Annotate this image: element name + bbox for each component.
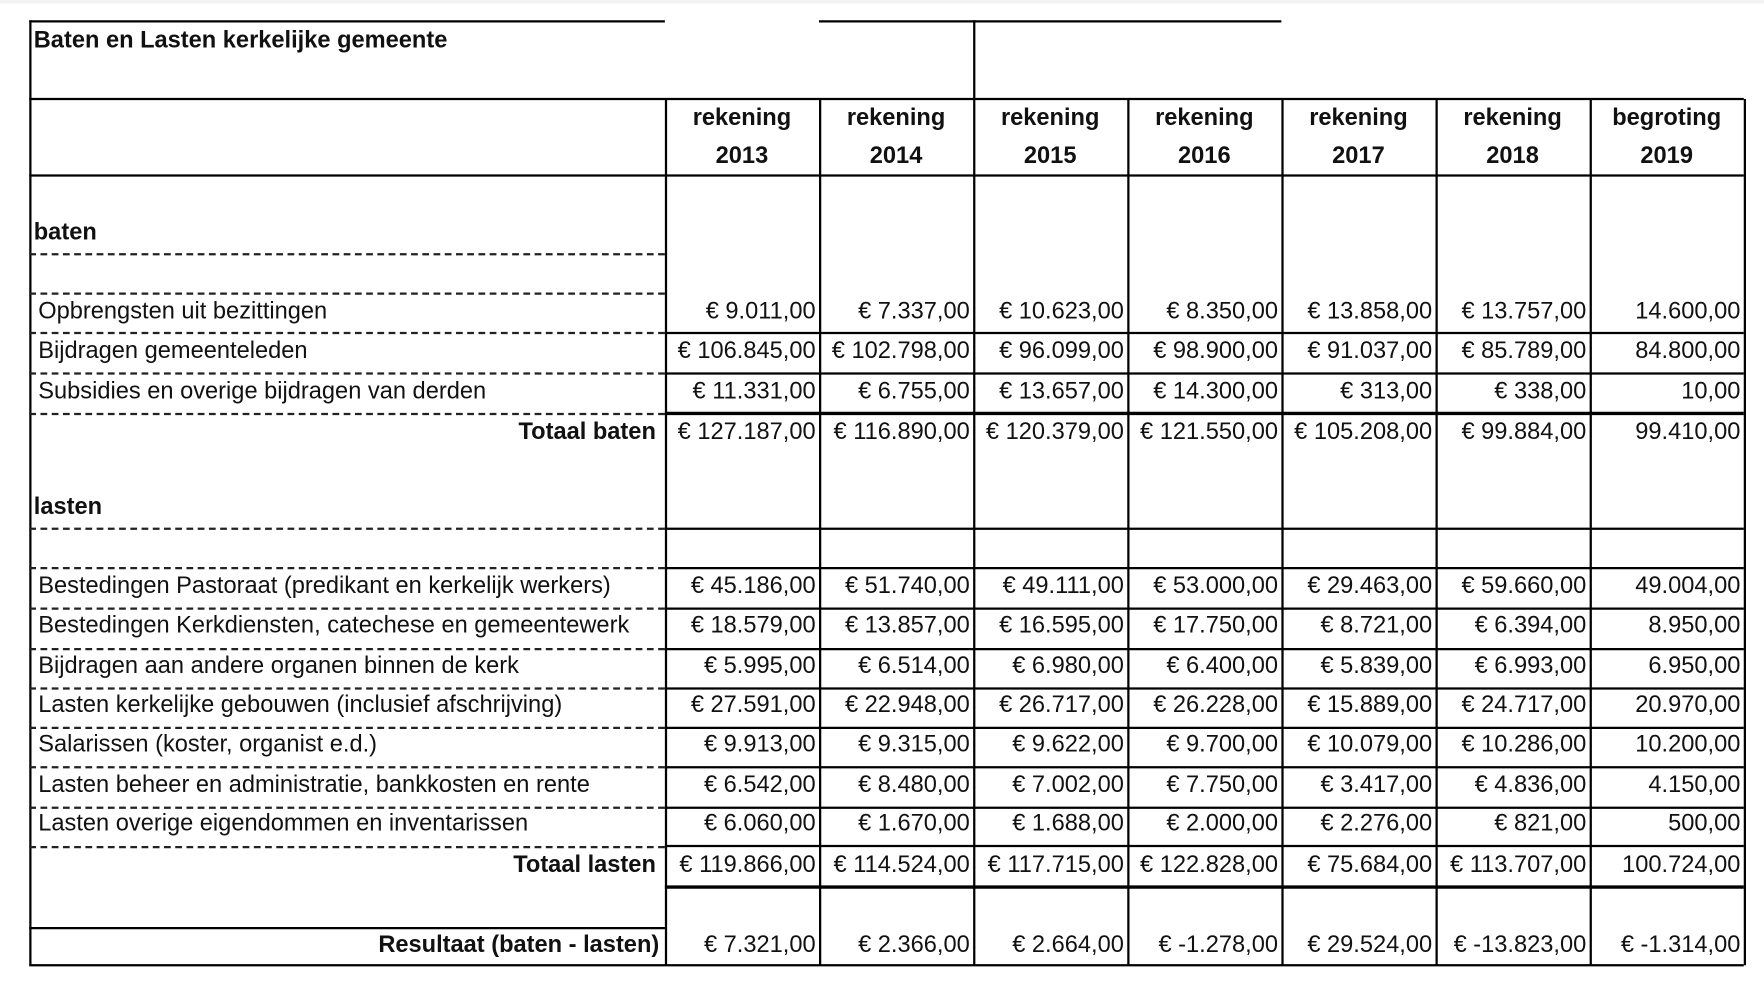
row-line (665, 727, 1744, 729)
total-value: € 120.379,00 (985, 418, 1124, 445)
row-dashed-line (29, 648, 665, 650)
value-cell: € 8.480,00 (858, 771, 970, 798)
total-value: 100.724,00 (1622, 851, 1741, 878)
column-header (1436, 99, 1590, 176)
title-top-line (29, 20, 665, 22)
row-dashed-line (29, 807, 665, 809)
value-cell: € 26.228,00 (1153, 691, 1278, 718)
total-value: € 2.664,00 (1012, 931, 1124, 958)
value-cell: € 26.717,00 (999, 691, 1124, 718)
value-cell: € 11.331,00 (692, 378, 816, 404)
value-cell: € 13.858,00 (1307, 298, 1433, 324)
column-header (1127, 99, 1281, 176)
value-cell: € 3.417,00 (1320, 771, 1433, 798)
value-cell: € 7.002,00 (1012, 771, 1124, 798)
row-dashed-line (29, 372, 665, 374)
value-cell: € 15.889,00 (1307, 691, 1433, 718)
row-label: Salarissen (koster, organist e.d.) (38, 731, 378, 758)
value-cell: 14.600,00 (1635, 298, 1741, 324)
title-divider (973, 20, 975, 99)
value-cell: € 7.750,00 (1166, 771, 1278, 798)
total-value: € 99.884,00 (1461, 418, 1587, 445)
table-bottom-line (29, 964, 1744, 966)
row-line (665, 608, 1744, 610)
value-cell: € 1.688,00 (1012, 810, 1124, 836)
value-cell: € 9.622,00 (1012, 731, 1124, 758)
total-value: € 119.866,00 (679, 851, 816, 878)
total-value: € 117.715,00 (987, 851, 1124, 878)
row-line (665, 766, 1744, 768)
total-value: € 75.684,00 (1307, 851, 1433, 878)
total-value: € -1.314,00 (1620, 931, 1741, 958)
column-header (665, 99, 819, 176)
total-value: € -1.278,00 (1158, 931, 1278, 958)
total-value: € 127.187,00 (677, 418, 816, 445)
value-cell: € 821,00 (1494, 810, 1587, 836)
total-label-baten: Totaal baten (518, 418, 656, 445)
result-label: Resultaat (baten - lasten) (378, 931, 660, 958)
value-cell: € 6.394,00 (1474, 612, 1587, 638)
value-cell: € 29.463,00 (1307, 572, 1433, 599)
value-cell: € 1.670,00 (858, 810, 970, 836)
value-cell: € 6.542,00 (703, 771, 816, 798)
value-cell: € 13.657,00 (999, 378, 1124, 404)
row-line (665, 528, 1744, 530)
column-header-line2: 2014 (869, 142, 923, 169)
column-header-line1: begroting (1612, 104, 1722, 131)
value-cell: € 6.060,00 (703, 810, 816, 836)
value-cell: € 2.000,00 (1166, 810, 1278, 836)
row-line (665, 372, 1744, 374)
row-line (665, 648, 1744, 650)
value-cell: € 51.740,00 (844, 572, 970, 599)
row-label: Opbrengsten uit bezittingen (38, 298, 328, 324)
value-cell: € 16.595,00 (999, 612, 1124, 638)
title-top-line (819, 20, 1281, 22)
value-cell: € 9.315,00 (858, 731, 970, 758)
value-cell: 4.150,00 (1648, 771, 1741, 798)
value-cell: € 96.099,00 (999, 337, 1124, 364)
column-header-line2: 2017 (1332, 142, 1385, 169)
total-value: € 116.890,00 (833, 418, 970, 445)
row-dashed-line (29, 687, 665, 689)
row-label: Lasten kerkelijke gebouwen (inclusief afschrijving) (38, 691, 563, 718)
total-value: € 121.550,00 (1140, 418, 1278, 445)
value-cell: € 10.623,00 (999, 298, 1124, 324)
value-cell: € 9.700,00 (1166, 731, 1278, 758)
value-cell: 49.004,00 (1635, 572, 1741, 599)
value-cell: € 14.300,00 (1153, 378, 1278, 404)
value-cell: 84.800,00 (1635, 337, 1741, 364)
value-cell: € 98.900,00 (1153, 337, 1278, 364)
total-value: € 2.366,00 (858, 931, 970, 958)
table-left-border (29, 99, 31, 965)
column-header-line2: 2018 (1486, 142, 1539, 169)
value-cell: € 9.913,00 (703, 731, 816, 758)
column-header-line2: 2019 (1640, 142, 1693, 169)
column-header (1590, 99, 1744, 176)
column-border (1744, 99, 1746, 965)
total-value: € 29.524,00 (1307, 931, 1433, 958)
row-dashed-line (29, 846, 665, 848)
value-cell: € 27.591,00 (690, 691, 816, 718)
value-cell: € 59.660,00 (1461, 572, 1587, 599)
row-line (665, 687, 1744, 689)
column-header-line2: 2015 (1023, 142, 1077, 169)
value-cell: € 8.721,00 (1320, 612, 1433, 638)
row-dashed-line (29, 727, 665, 729)
total-line (665, 885, 1744, 888)
total-value: 99.410,00 (1635, 418, 1741, 445)
row-label: Bijdragen aan andere organen binnen de kerk (38, 652, 519, 679)
value-cell: € 102.798,00 (831, 337, 970, 364)
column-header-line1: rekening (1155, 104, 1254, 131)
value-cell: € 45.186,00 (690, 572, 816, 599)
row-label: Bestedingen Kerkdiensten, catechese en gemeentewerk (38, 612, 630, 638)
section-heading-baten: baten (33, 219, 97, 246)
row-label: Lasten beheer en administratie, bankkosten en rente (38, 771, 590, 798)
column-header-line1: rekening (846, 104, 946, 131)
section-dashed-line (29, 528, 665, 530)
table-left-border (29, 20, 31, 99)
top-bar (0, 0, 1764, 3)
value-cell: € 106.845,00 (677, 337, 816, 364)
row-line (665, 567, 1744, 569)
value-cell: € 53.000,00 (1153, 572, 1278, 599)
row-line (665, 332, 1744, 334)
column-header-line1: rekening (1463, 104, 1562, 131)
value-cell: € 9.011,00 (705, 298, 816, 324)
value-cell: € 10.079,00 (1307, 731, 1433, 758)
row-label: Subsidies en overige bijdragen van derden (38, 378, 487, 404)
result-top-line (29, 927, 665, 929)
total-value: € 114.524,00 (833, 851, 970, 878)
section-dashed-line (29, 253, 665, 255)
row-dashed-line (29, 766, 665, 768)
total-value: € 113.707,00 (1450, 851, 1587, 878)
row-label: Bijdragen gemeenteleden (38, 337, 308, 364)
row-line (665, 845, 1744, 847)
value-cell: € 8.350,00 (1166, 298, 1278, 324)
value-cell: € 17.750,00 (1153, 612, 1278, 638)
value-cell: 500,00 (1668, 810, 1741, 836)
row-label: Bestedingen Pastoraat (predikant en kerkelijk werkers) (38, 572, 611, 599)
value-cell: € 24.717,00 (1461, 691, 1587, 718)
total-line (665, 412, 1744, 415)
column-header-line1: rekening (1000, 104, 1100, 131)
row-line (665, 807, 1744, 809)
column-header-line1: rekening (1309, 104, 1408, 131)
value-cell: € 91.037,00 (1307, 337, 1433, 364)
value-cell: € 5.839,00 (1320, 652, 1433, 679)
value-cell: € 85.789,00 (1461, 337, 1587, 364)
column-header (973, 99, 1127, 176)
table-title: Baten en Lasten kerkelijke gemeente (33, 27, 448, 53)
value-cell: € 6.514,00 (858, 652, 970, 679)
value-cell: € 13.857,00 (844, 612, 970, 638)
value-cell: 10,00 (1681, 378, 1741, 404)
total-value: € 122.828,00 (1140, 851, 1278, 878)
total-value: € -13.823,00 (1453, 931, 1587, 958)
row-dashed-line (29, 413, 665, 415)
value-cell: 20.970,00 (1635, 691, 1741, 718)
column-header-line1: rekening (692, 104, 792, 131)
value-cell: € 49.111,00 (1002, 572, 1124, 599)
value-cell: 8.950,00 (1648, 612, 1741, 638)
column-header-line2: 2016 (1178, 142, 1231, 169)
value-cell: € 2.276,00 (1320, 810, 1433, 836)
section-heading-lasten: lasten (33, 493, 103, 520)
value-cell: € 5.995,00 (703, 652, 816, 679)
value-cell: 10.200,00 (1635, 731, 1741, 758)
row-dashed-line (29, 332, 665, 334)
column-header (1281, 99, 1435, 176)
value-cell: € 22.948,00 (844, 691, 970, 718)
value-cell: € 6.980,00 (1012, 652, 1124, 679)
total-label-lasten: Totaal lasten (513, 851, 656, 878)
value-cell: € 6.400,00 (1166, 652, 1278, 679)
column-header (819, 99, 973, 176)
value-cell: € 7.337,00 (858, 298, 970, 324)
row-label: Lasten overige eigendommen en inventarissen (38, 810, 529, 836)
section-dashed-line (29, 567, 665, 569)
total-value: € 105.208,00 (1294, 418, 1433, 445)
section-dashed-line (29, 293, 665, 295)
value-cell: € 313,00 (1340, 378, 1433, 404)
value-cell: € 18.579,00 (690, 612, 816, 638)
value-cell: € 10.286,00 (1461, 731, 1587, 758)
value-cell: € 13.757,00 (1461, 298, 1587, 324)
value-cell: € 338,00 (1494, 378, 1587, 404)
value-cell: € 6.993,00 (1474, 652, 1587, 679)
value-cell: 6.950,00 (1648, 652, 1741, 679)
value-cell: € 4.836,00 (1474, 771, 1587, 798)
total-value: € 7.321,00 (703, 931, 816, 958)
row-dashed-line (29, 608, 665, 610)
value-cell: € 6.755,00 (858, 378, 970, 404)
column-header-line2: 2013 (715, 142, 769, 169)
